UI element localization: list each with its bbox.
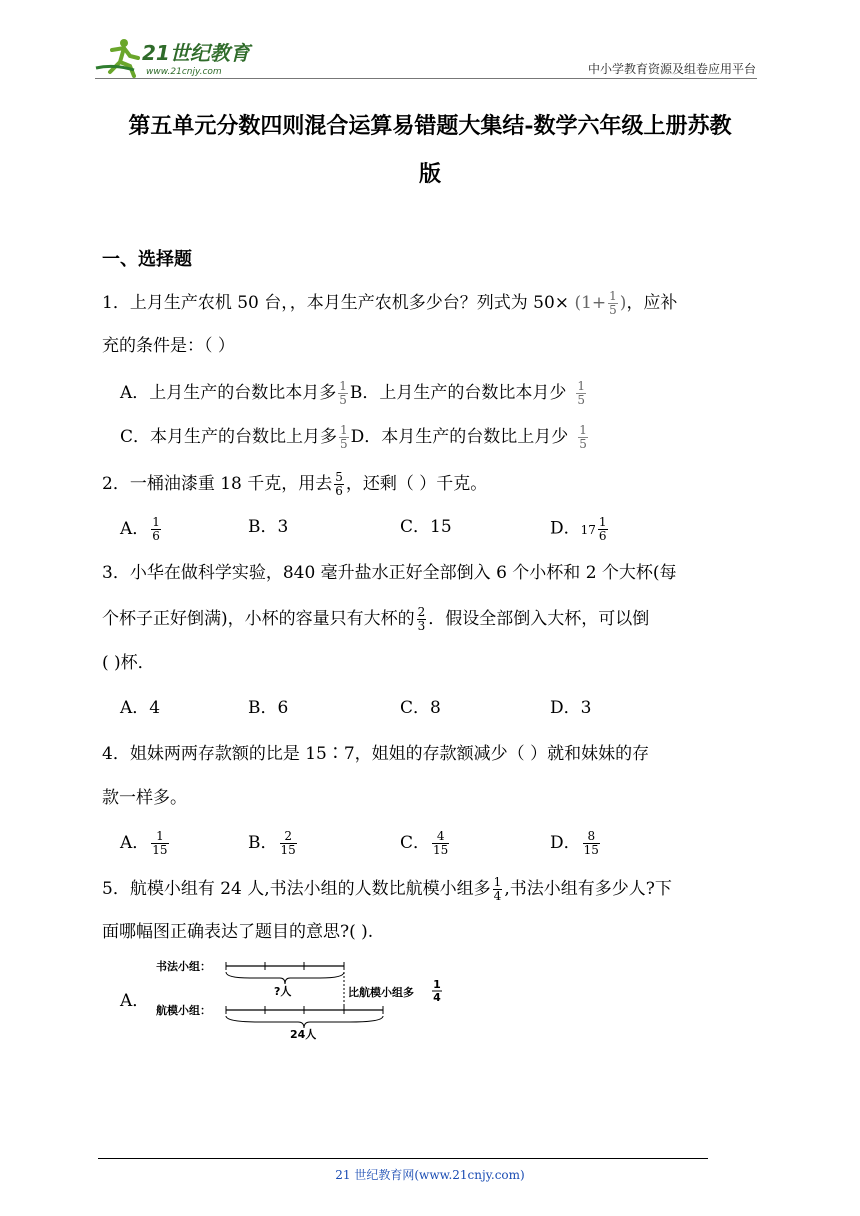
q4-line2: 款一样多。	[102, 788, 187, 808]
q3-option-c: C．8	[400, 698, 441, 718]
q1-expression: (1+ $\frac{1}{5}$ )	[574, 289, 627, 317]
q2-option-b: B．3	[248, 517, 289, 537]
q1-line2: 充的条件是：（ ）	[102, 336, 235, 356]
q2-option-a: A． $\frac{1}{6}$	[120, 515, 160, 543]
q2-option-d: D． 17 1 6	[550, 515, 607, 543]
q5-option-a-label: A．	[120, 991, 150, 1011]
header-divider	[95, 78, 757, 79]
logo-url: www.21cnjy.com	[146, 67, 222, 77]
diagram-note: 比航模小组多	[348, 986, 414, 999]
q1-options-row1	[120, 380, 588, 407]
q5-line1: 5．航模小组有 24 人,书法小组的人数比航模小组多 $\frac{1}{4}$ ,书法小组有多少人?下	[102, 875, 672, 903]
row1-label: 书法小组：	[156, 960, 211, 973]
q4-option-a: A． $\frac{1}{15}$	[120, 829, 168, 857]
q1-options-row2	[120, 424, 590, 451]
q4-option-d: D． $\frac{8}{15}$	[550, 829, 599, 857]
q3-line2: 个杯子正好倒满)，小杯的容量只有大杯的 $\frac{2}{3}$ ．假设全部倒入大杯，可以倒	[102, 605, 650, 633]
row1-brace-label: ?人	[274, 985, 292, 998]
row2-label: 航模小组：	[156, 1004, 211, 1017]
q3-line1: 3．小华在做科学实验，840 毫升盐水正好全部倒入 6 个小杯和 2 个大杯(每	[102, 563, 677, 583]
section-heading: 一、选择题	[102, 249, 192, 270]
q2-option-c: C．15	[400, 517, 452, 537]
q3-option-a: A．4	[120, 698, 161, 718]
q5-line2: 面哪幅图正确表达了题目的意思?( ).	[102, 922, 374, 942]
q1-option-b: B．上月生产的台数比本月少 $\frac{1}{5}$	[349, 379, 586, 407]
q1-line1: 1．上月生产农机 50 台，，本月生产农机多少台？列式为 50× (1+ $\frac{1}{5}$ )，应补	[102, 289, 678, 317]
q1-option-a: A．上月生产的台数比本月多 $\frac{1}{5}$	[120, 379, 347, 407]
q3-line3: ( )杯．	[102, 653, 155, 673]
q3-option-b: B．6	[248, 698, 289, 718]
row2-brace-label: 24人	[290, 1028, 317, 1041]
header-platform-text: 中小学教育资源及组卷应用平台	[587, 62, 756, 76]
diagram-note-den: 4	[433, 991, 441, 1004]
page-title: 第五单元分数四则混合运算易错题大集结-数学六年级上册苏教 版	[128, 113, 732, 187]
q2-stem: 2．一桶油漆重 18 千克，用去 $\frac{5}{6}$ ，还剩（ ）千克。	[102, 470, 488, 498]
q5-option-a-diagram	[150, 958, 450, 1042]
q1-option-d: D．本月生产的台数比上月少 $\frac{1}{5}$	[350, 423, 587, 451]
site-logo	[94, 36, 264, 80]
q4-option-b: B． $\frac{2}{15}$	[248, 829, 296, 857]
footer-divider	[98, 1158, 708, 1159]
logo-text: 21世纪教育	[142, 41, 250, 65]
diagram-note-num: 1	[433, 978, 441, 991]
q3-option-d: D．3	[550, 698, 592, 718]
q4-line1: 4．姐妹两两存款额的比是 15∶7，姐姐的存款额减少（ ）就和妹妹的存	[102, 744, 650, 764]
q4-option-c: C． $\frac{4}{15}$	[400, 829, 449, 857]
q1-option-c: C．本月生产的台数比上月多 $\frac{1}{5}$	[120, 423, 348, 451]
footer-link[interactable]: 21 世纪教育网(www.21cnjy.com)	[335, 1168, 525, 1182]
